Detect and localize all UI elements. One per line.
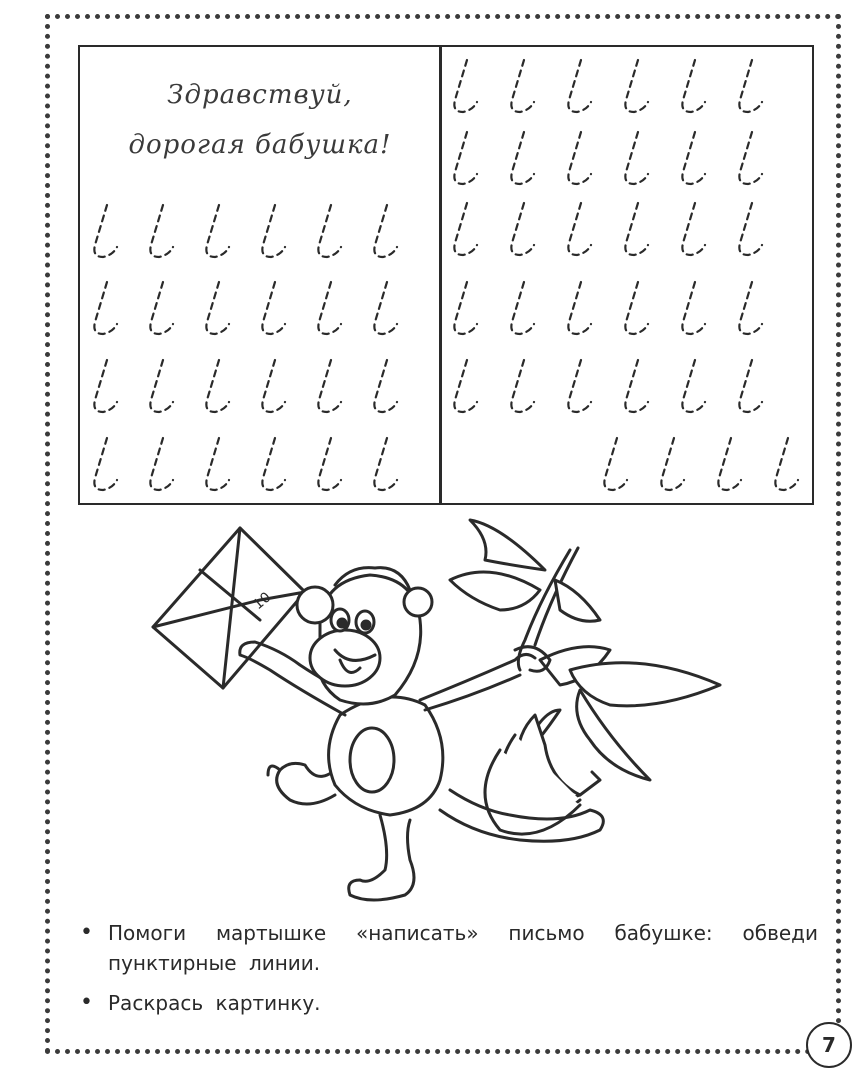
instruction-item — [78, 918, 818, 978]
bullet-icon: • — [80, 990, 93, 1015]
tracing-stroke — [739, 132, 762, 184]
tracing-stroke — [454, 203, 477, 255]
page-number-badge: 7 — [806, 1022, 852, 1068]
instructions-list — [78, 918, 818, 1028]
tracing-stroke — [262, 438, 285, 490]
tracing-stroke — [318, 360, 341, 412]
tracing-stroke — [568, 360, 591, 412]
envelope-icon — [153, 528, 305, 688]
tracing-stroke — [511, 60, 534, 112]
instruction-text-2: Раскрась картинку. — [108, 991, 321, 1015]
tracing-stroke — [150, 282, 173, 334]
tracing-stroke — [682, 132, 705, 184]
tracing-stroke — [568, 203, 591, 255]
tracing-stroke — [775, 438, 798, 490]
tracing-stroke — [625, 132, 648, 184]
tracing-stroke — [568, 132, 591, 184]
tracing-stroke — [318, 438, 341, 490]
tracing-stroke — [625, 203, 648, 255]
tracing-stroke — [682, 60, 705, 112]
tracing-stroke — [206, 360, 229, 412]
greeting-line-1: Здравствуй, — [167, 80, 353, 110]
greeting-line-2: дорогая бабушка! — [128, 130, 392, 160]
tracing-stroke — [511, 282, 534, 334]
instruction-item — [78, 988, 818, 1018]
tracing-stroke — [625, 282, 648, 334]
tracing-stroke — [682, 282, 705, 334]
tracing-stroke — [454, 282, 477, 334]
tracing-stroke — [94, 205, 117, 257]
monkey-illustration — [140, 510, 740, 910]
tracing-stroke — [739, 203, 762, 255]
tracing-stroke — [718, 438, 741, 490]
tracing-stroke — [94, 360, 117, 412]
bullet-icon: • — [80, 920, 93, 945]
tracing-stroke — [604, 438, 627, 490]
tracing-stroke — [150, 438, 173, 490]
tracing-stroke — [206, 438, 229, 490]
tracing-stroke — [511, 203, 534, 255]
tracing-stroke — [739, 360, 762, 412]
bananas-icon — [485, 715, 600, 834]
tracing-stroke — [682, 203, 705, 255]
monkey-body — [240, 568, 604, 900]
tracing-stroke — [454, 132, 477, 184]
tracing-stroke — [454, 360, 477, 412]
tracing-stroke — [206, 282, 229, 334]
tracing-stroke — [262, 360, 285, 412]
tracing-stroke — [511, 360, 534, 412]
tracing-stroke — [374, 438, 397, 490]
tracing-stroke — [739, 60, 762, 112]
tracing-stroke — [262, 282, 285, 334]
tracing-stroke — [374, 360, 397, 412]
tracing-stroke — [374, 282, 397, 334]
tracing-stroke — [739, 282, 762, 334]
tracing-stroke — [262, 205, 285, 257]
tracing-stroke — [625, 60, 648, 112]
tracing-stroke — [150, 205, 173, 257]
envelope-mark: 10 — [250, 589, 275, 614]
tracing-stroke — [318, 282, 341, 334]
tracing-stroke — [661, 438, 684, 490]
tracing-stroke — [454, 60, 477, 112]
tracing-stroke — [511, 132, 534, 184]
tracing-stroke — [94, 438, 117, 490]
tracing-stroke — [150, 360, 173, 412]
tracing-stroke — [318, 205, 341, 257]
tracing-stroke — [568, 282, 591, 334]
tracing-stroke — [682, 360, 705, 412]
instruction-text-1: Помоги мартышке «написать» письмо бабушке: обведи пунктирные линии. — [108, 921, 818, 975]
tracing-stroke — [568, 60, 591, 112]
tracing-stroke — [374, 205, 397, 257]
tracing-stroke — [94, 282, 117, 334]
tracing-stroke — [206, 205, 229, 257]
tracing-stroke — [625, 360, 648, 412]
branch-icon — [450, 520, 720, 780]
